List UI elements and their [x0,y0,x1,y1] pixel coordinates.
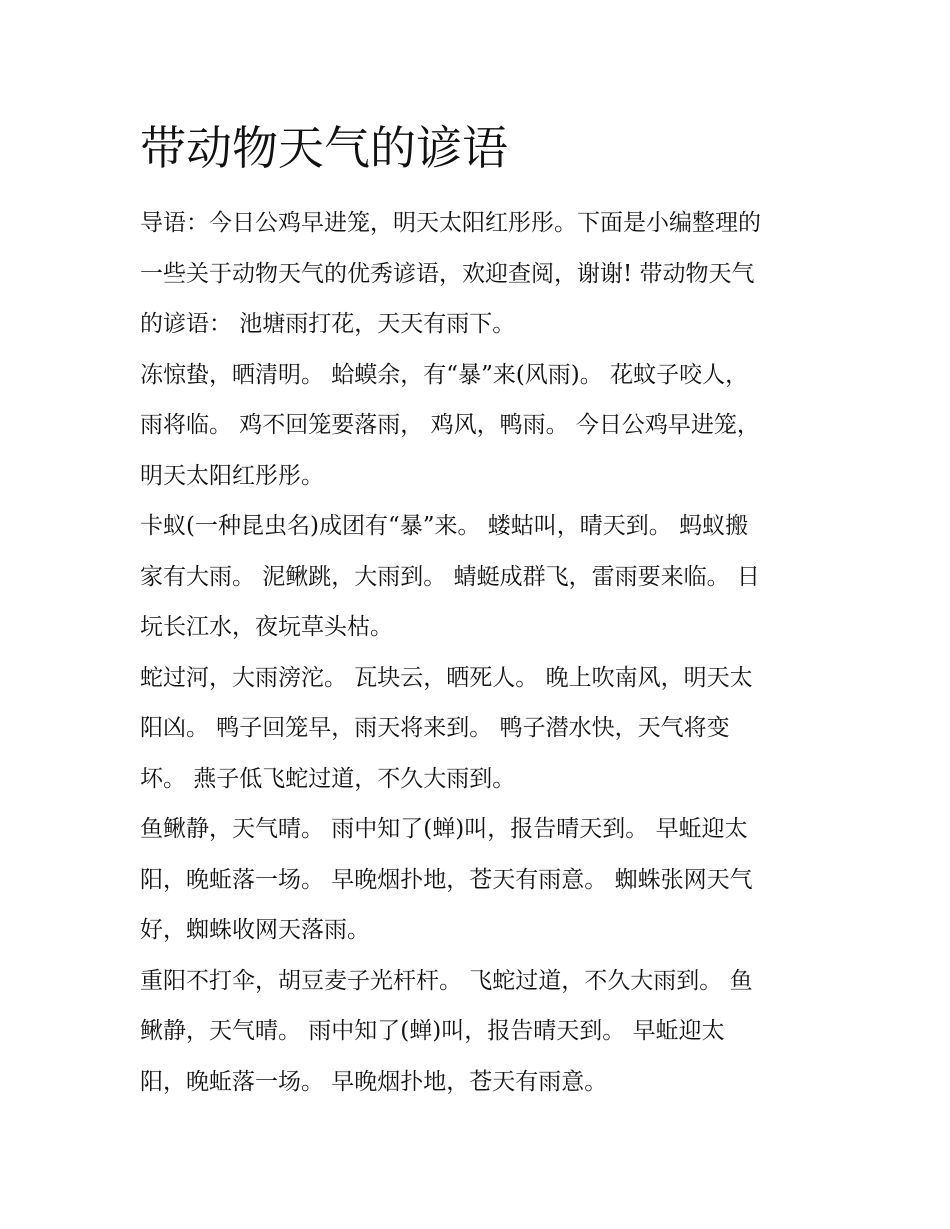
text-line: 好，蜘蛛收网天落雨。 [140,917,370,943]
text-line: 阳，晚蚯落一场。 早晚烟扑地，苍天有雨意。 [140,1068,608,1095]
page-title: 带动物天气的谚语 [140,121,508,175]
text-line: 重阳不打伞，胡豆麦子光杆杆。 飞蛇过道，不久大雨到。 鱼 [140,967,753,994]
text-line: 雨将临。 鸡不回笼要落雨， 鸡风，鸭雨。 今日公鸡早进笼， [140,412,760,438]
text-line: 鳅静，天气晴。 雨中知了(蝉)叫，报告晴天到。 早蚯迎太 [140,1018,725,1044]
text-line: 阳，晚蚯落一场。 早晚烟扑地，苍天有雨意。 蜘蛛张网天气 [140,866,753,893]
text-line: 蛇过河，大雨滂沱。 瓦块云，晒死人。 晚上吹南风，明天太 [140,664,753,691]
text-line: 卡蚁(一种昆虫名)成团有“暴”来。 蝼蛄叫，晴天到。 蚂蚁搬 [140,513,749,539]
text-line: 的谚语： 池塘雨打花，天天有雨下。 [140,311,516,337]
text-line: 家有大雨。 泥鳅跳，大雨到。 蜻蜓成群飞，雷雨要来临。 日 [140,563,760,590]
text-line: 阳凶。 鸭子回笼早，雨天将来到。 鸭子潜水快，天气将变 [140,715,730,741]
document-body [140,198,820,1107]
text-line: 坃长江水，夜坃草头枯。 [140,614,393,640]
text-line: 坏。 燕子低飞蛇过道，不久大雨到。 [140,765,516,792]
text-line: 明天太阳红彤彤。 [140,462,324,489]
text-line: 冻惊蛰，晒清明。 蛤蟆余，有“暴”来(风雨)。 花蚊子咬人， [140,361,749,388]
text-line: 一些关于动物天气的优秀谚语，欢迎查阅，谢谢! 带动物天气 [140,260,755,287]
text-line: 导语：今日公鸡早进笼，明天太阳红彤彤。下面是小编整理的 [140,210,761,236]
text-line: 鱼鳅静，天气晴。 雨中知了(蝉)叫，报告晴天到。 早蚯迎太 [140,816,748,842]
